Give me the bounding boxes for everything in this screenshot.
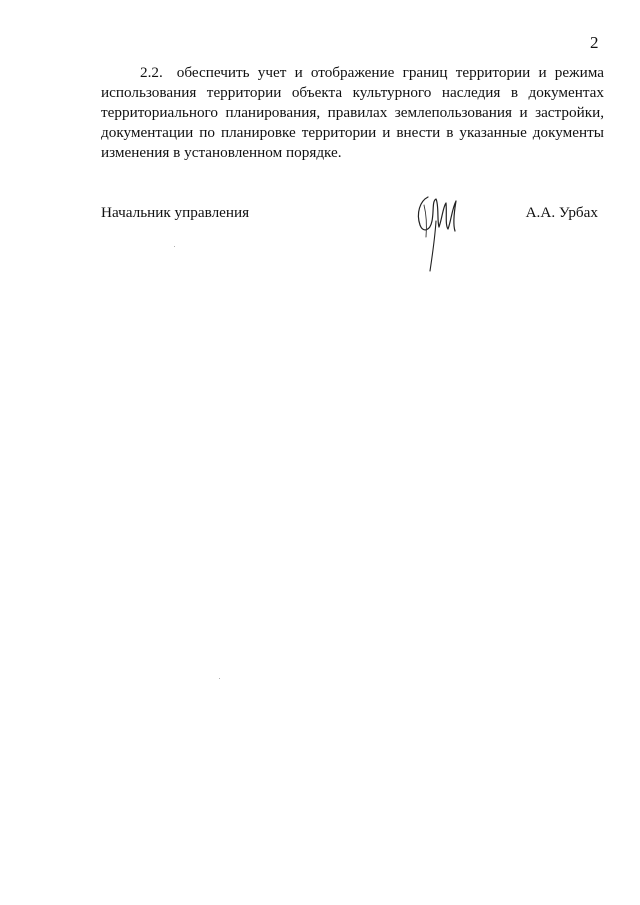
clause-number: 2.2. (140, 64, 163, 81)
scan-speck (174, 246, 175, 247)
handwritten-signature-icon (406, 191, 466, 276)
clause-text: обеспечить учет и отображение границ территории и режима использования территории объекта культурного наследия в документах территориального планирования, правилах землепользования и застройки, документации по планировке территории и внести в указанные документы изменения в установленном порядке. (101, 64, 604, 161)
signer-name: А.А. Урбах (525, 204, 598, 221)
scan-speck (219, 678, 220, 679)
signer-title: Начальник управления (101, 204, 250, 221)
signature-block (101, 203, 604, 283)
page-number: 2 (590, 33, 599, 52)
clause-paragraph (101, 63, 604, 163)
